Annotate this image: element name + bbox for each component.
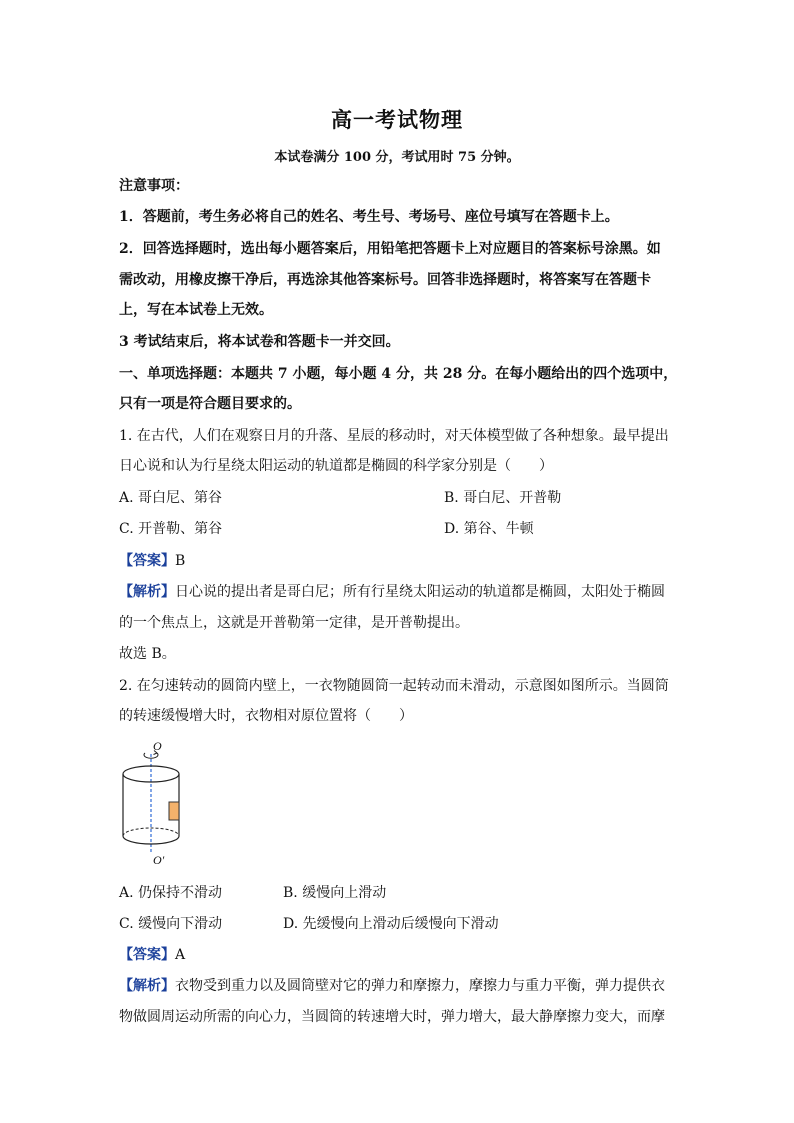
q1-analysis-line-2: 的一个焦点上，这就是开普勒第一定律，是开普勒提出。 (119, 615, 469, 631)
notice-item-2-line-3: 上，写在本试卷上无效。 (119, 302, 273, 318)
q1-analysis-line-1 (119, 582, 665, 602)
axis-label-bottom: O′ (153, 853, 165, 867)
answer-tag: 【答案】 (119, 553, 175, 569)
notice-heading: 注意事项： (119, 178, 189, 194)
page-title: 高一考试物理 (331, 107, 463, 132)
notice-item-1: 1．答题前，考生务必将自己的姓名、考生号、考场号、座位号填写在答题卡上。 (119, 209, 619, 225)
q2-answer-value: A (175, 947, 186, 963)
q1-answer (119, 551, 185, 571)
q1-stem-line-1: 1. 在古代，人们在观察日月的升落、星辰的移动时，对天体模型做了各种想象。最早提出 (119, 428, 669, 444)
q2-stem-line-2: 的转速缓慢增大时，衣物相对原位置将（ ） (119, 708, 413, 724)
q1-answer-value: B (175, 553, 186, 569)
q1-option-a: A. 哥白尼、第谷 (119, 490, 223, 506)
q2-analysis-text-1: 衣物受到重力以及圆筒壁对它的弹力和摩擦力，摩擦力与重力平衡，弹力提供衣 (175, 978, 665, 994)
answer-tag: 【答案】 (119, 947, 175, 963)
rotating-cylinder-figure (113, 740, 193, 868)
axis-label-top: O (153, 740, 162, 753)
q1-option-d: D. 第谷、牛顿 (444, 521, 534, 537)
q2-option-c: C. 缓慢向下滑动 (119, 916, 223, 932)
q1-option-c: C. 开普勒、第谷 (119, 521, 223, 537)
q1-analysis-text-1: 日心说的提出者是哥白尼；所有行星绕太阳运动的轨道都是椭圆，太阳处于椭圆 (175, 584, 665, 600)
section-heading-line-1: 一、单项选择题：本题共 7 小题，每小题 4 分，共 28 分。在每小题给出的四个选项中， (119, 366, 678, 382)
q2-analysis-line-2: 物做圆周运动所需的向心力，当圆筒的转速增大时，弹力增大，最大静摩擦力变大，而摩 (119, 1009, 665, 1025)
q2-option-a: A. 仍保持不滑动 (119, 885, 223, 901)
q2-answer (119, 945, 185, 965)
exam-info: 本试卷满分 100 分，考试用时 75 分钟。 (274, 150, 520, 165)
q2-analysis-line-1 (119, 976, 665, 996)
q1-option-b: B. 哥白尼、开普勒 (444, 490, 562, 506)
q2-option-d: D. 先缓慢向上滑动后缓慢向下滑动 (283, 916, 499, 932)
q1-conclusion: 故选 B。 (119, 646, 176, 662)
analysis-tag: 【解析】 (119, 584, 175, 600)
analysis-tag: 【解析】 (119, 978, 175, 994)
section-heading-line-2: 只有一项是符合题目要求的。 (119, 396, 301, 412)
notice-item-3: 3 考试结束后，将本试卷和答题卡一并交回。 (119, 334, 400, 350)
notice-item-2-line-2: 需改动，用橡皮擦干净后，再选涂其他答案标号。回答非选择题时，将答案写在答题卡 (119, 272, 651, 288)
q1-stem-line-2: 日心说和认为行星绕太阳运动的轨道都是椭圆的科学家分别是（ ） (119, 458, 553, 474)
q2-option-b: B. 缓慢向上滑动 (283, 885, 387, 901)
notice-item-2-line-1: 2．回答选择题时，选出每小题答案后，用铅笔把答题卡上对应题目的答案标号涂黑。如 (119, 241, 661, 257)
clothing-block (169, 802, 179, 820)
q2-stem-line-1: 2. 在匀速转动的圆筒内壁上，一衣物随圆筒一起转动而未滑动，示意图如图所示。当圆筒 (119, 678, 669, 694)
